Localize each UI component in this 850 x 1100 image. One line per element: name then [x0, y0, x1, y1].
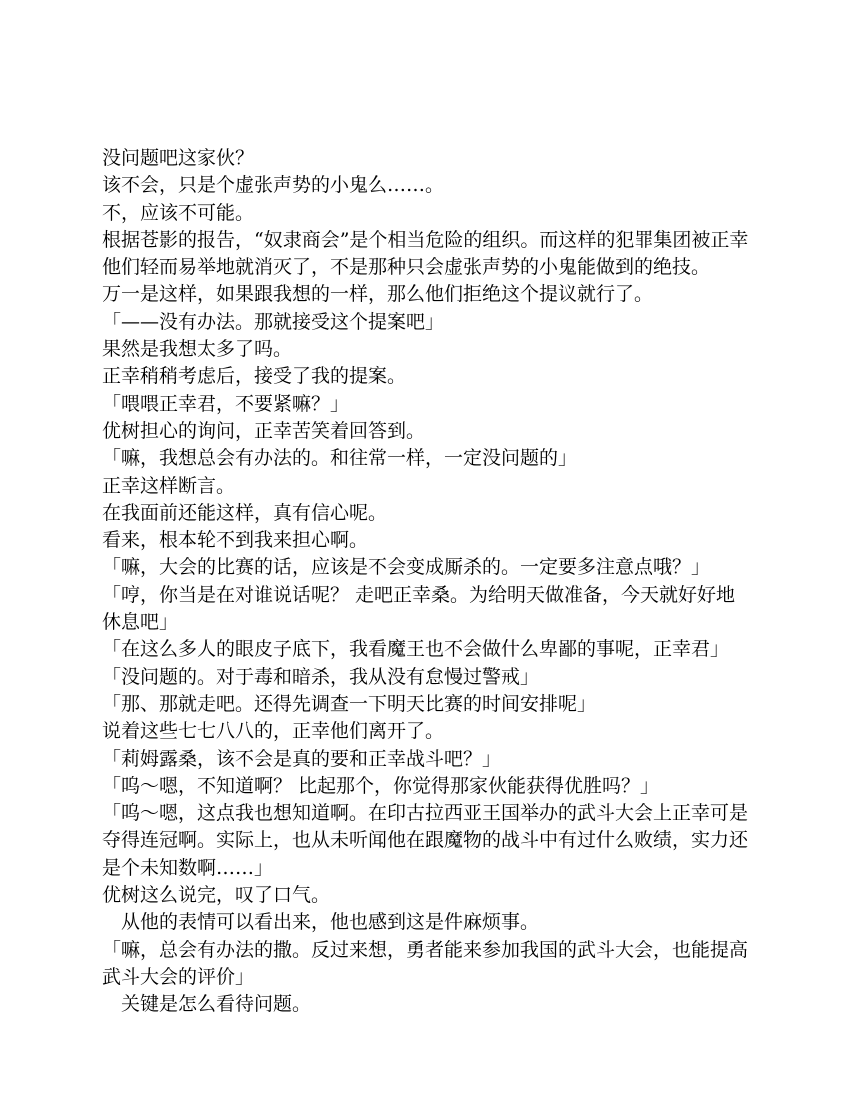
paragraph: 该不会，只是个虚张声势的小鬼么……。: [102, 174, 445, 197]
paragraph: 根据苍影的报告，“奴隶商会”是个相当危险的组织。而这样的犯罪集团被正幸他们轻而易举地就消灭了，不是那种只会虚张声势的小鬼能做到的绝技。: [102, 228, 749, 279]
paragraph: 优树担心的询问，正幸苦笑着回答到。: [102, 419, 426, 442]
paragraph: 「——没有办法。那就接受这个提案吧」: [102, 310, 445, 333]
paragraph: 「莉姆露桑，该不会是真的要和正幸战斗吧？」: [102, 747, 502, 770]
paragraph: 正幸这样断言。: [102, 474, 236, 497]
paragraph: 「那、那就走吧。还得先调查一下明天比赛的时间安排呢」: [102, 692, 597, 715]
paragraph: 「嘛，总会有办法的撒。反过来想，勇者能来参加我国的武斗大会，也能提高武斗大会的评价」: [102, 938, 749, 988]
paragraph: 「喂喂正幸君，不要紧嘛？」: [102, 392, 350, 415]
paragraph: 从他的表情可以看出来，他也感到这是件麻烦事。: [102, 911, 540, 934]
paragraph: 万一是这样，如果跟我想的一样，那么他们拒绝这个提议就行了。: [102, 283, 654, 306]
paragraph: 看来，根本轮不到我来担心啊。: [102, 529, 369, 552]
paragraph: 不，应该不可能。: [102, 201, 255, 224]
paragraph: 果然是我想太多了吗。: [102, 338, 293, 361]
paragraph: 「呜～嗯，不知道啊？ 比起那个，你觉得那家伙能获得优胜吗？」: [102, 774, 660, 797]
paragraph: 说着这些七七八八的，正幸他们离开了。: [102, 720, 445, 743]
paragraph: 「哼，你当是在对谁说话呢？ 走吧正幸桑。为给明天做准备，今天就好好地休息吧」: [102, 583, 736, 634]
paragraph: 优树这么说完，叹了口气。: [102, 884, 331, 907]
paragraph: 在我面前还能这样，真有信心呢。: [102, 501, 388, 524]
paragraph: 正幸稍稍考虑后，接受了我的提案。: [102, 365, 407, 388]
paragraph: 没问题吧这家伙？: [102, 147, 255, 169]
paragraph: 「呜～嗯，这点我也想知道啊。在印古拉西亚王国举办的武斗大会上正幸可是夺得连冠啊。实际上，也从未听闻他在跟魔物的战斗中有过什么败绩，实力还是个未知数啊……」: [102, 802, 749, 879]
paragraph: 「没问题的。对于毒和暗杀，我从没有怠慢过警戒」: [102, 665, 540, 688]
document-page: [102, 145, 752, 1019]
paragraph: 关键是怎么看待问题。: [102, 993, 312, 1016]
paragraph: 「在这么多人的眼皮子底下，我看魔王也不会做什么卑鄙的事呢，正幸君」: [102, 638, 730, 661]
paragraph: 「嘛，大会的比赛的话，应该是不会变成厮杀的。一定要多注意点哦？」: [102, 556, 711, 579]
paragraph: 「嘛，我想总会有办法的。和往常一样，一定没问题的」: [102, 447, 578, 470]
